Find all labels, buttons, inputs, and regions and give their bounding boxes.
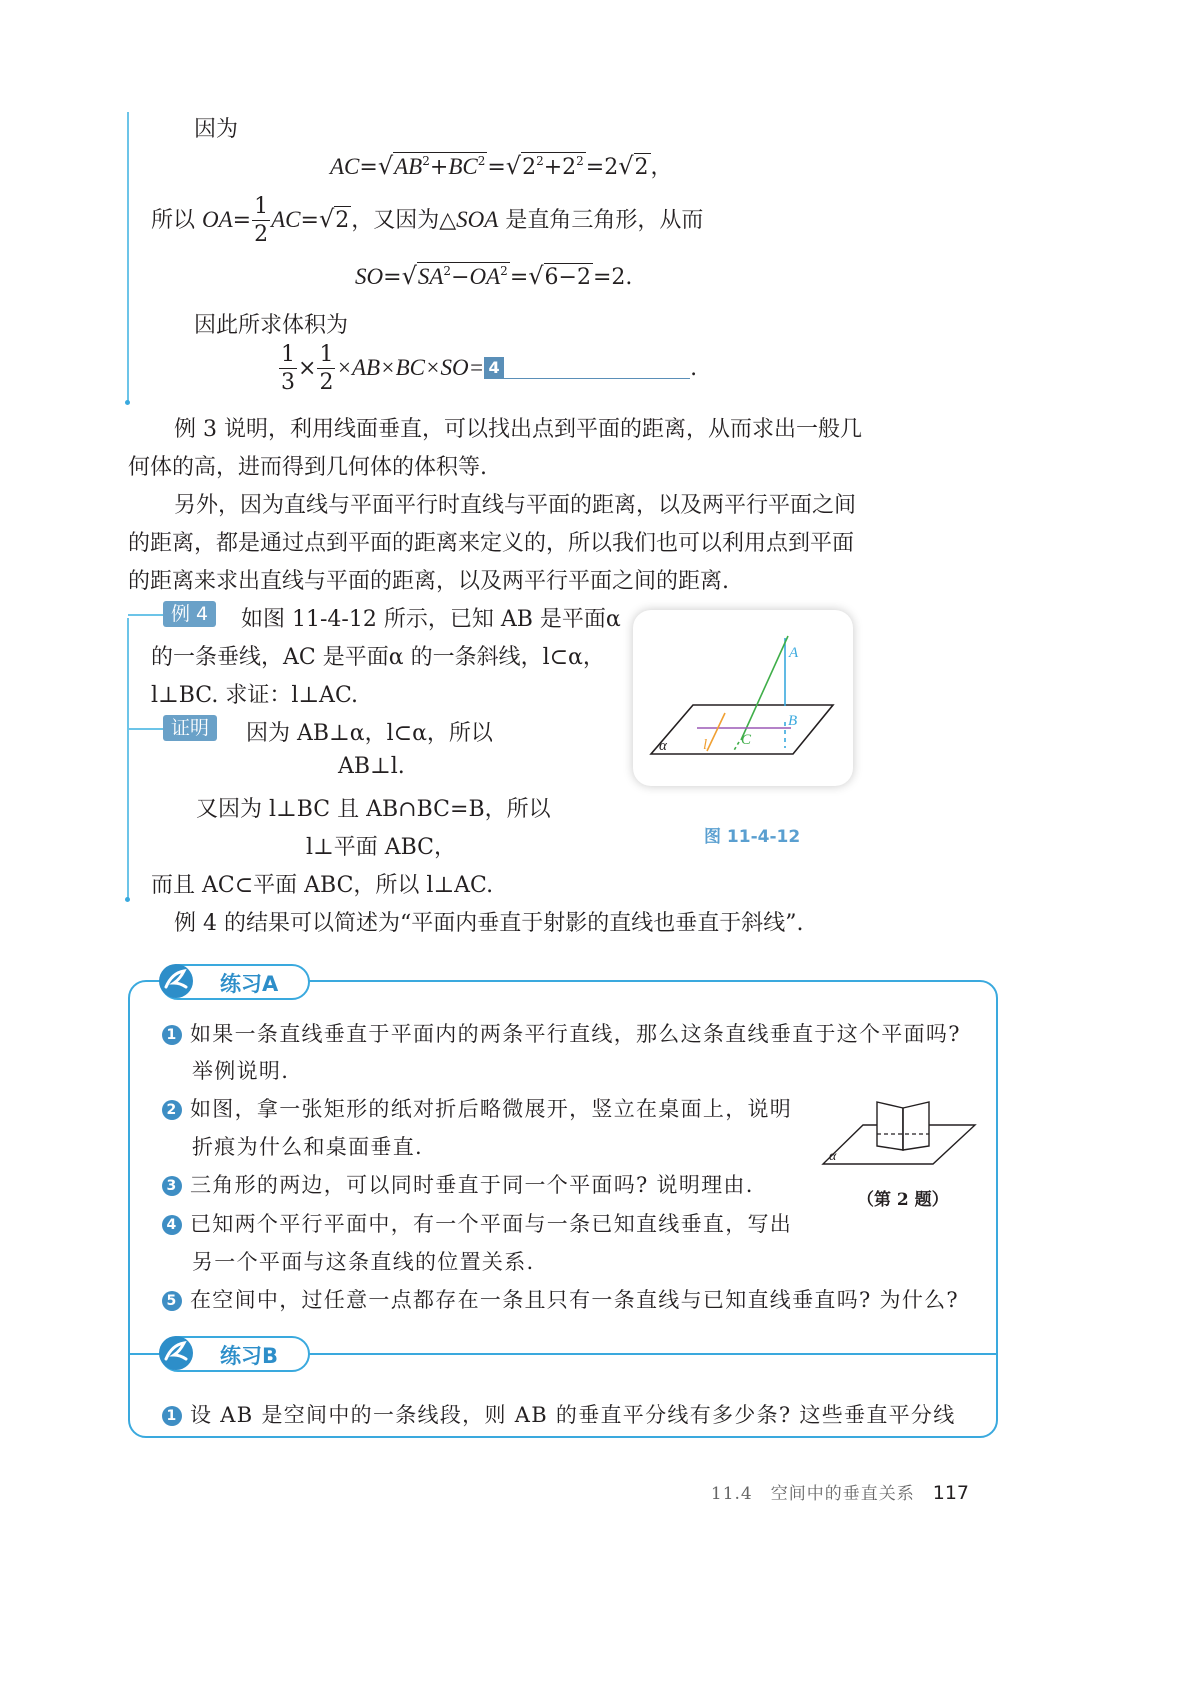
practice-a-item2-line2: 折痕为什么和桌面垂直. (192, 1135, 423, 1159)
solution-side-bar (127, 112, 129, 402)
line-AC (741, 636, 788, 740)
practice-a-item4-line2: 另一个平面与这条直线的位置关系. (192, 1250, 535, 1274)
practice-a-item2-line1: 2 如图，拿一张矩形的纸对折后略微展开，竖立在桌面上，说明 (162, 1093, 792, 1123)
paper-right (903, 1102, 929, 1150)
figure-caption: 图 11-4-12 (704, 827, 801, 847)
example4-line3: l⊥BC. 求证：l⊥AC. (151, 683, 358, 708)
label-alpha: α (659, 738, 667, 754)
ac-equation: $AC=√AB^2+BC^2=√2^2+2^2=2√2$， (330, 152, 673, 180)
para2-line1: 另外，因为直线与平面平行时直线与平面的距离，以及两平行平面之间 (174, 493, 857, 518)
practice-a-item1-line2: 举例说明. (192, 1059, 290, 1083)
line-AC-hidden (733, 742, 739, 752)
para1-line2: 何体的高，进而得到几何体的体积等. (128, 455, 487, 480)
folded-paper-figure (815, 1092, 985, 1172)
practice-a-item1-line1: 1 如果一条直线垂直于平面内的两条平行直线，那么这条直线垂直于这个平面吗? (162, 1018, 961, 1048)
example4-tag: 例 4 (163, 601, 216, 627)
practice-b-icon (156, 1333, 196, 1373)
label-l: l (703, 737, 708, 753)
volume-equation: $\frac{1}{3}$ × $\frac{1}{2}$ ×AB×BC×SO= 4 . (281, 342, 698, 395)
practice-a-header: 练习A (160, 964, 310, 1000)
para2-line2: 的距离，都是通过点到平面的距离来定义的，所以我们也可以利用点到平面 (128, 531, 855, 556)
proof-tag-connector (128, 728, 164, 730)
example4-line1: 如图 11-4-12 所示，已知 AB 是平面α (241, 607, 621, 632)
practice-a-item5-line1: 5 在空间中，过任意一点都存在一条且只有一条直线与已知直线垂直吗? 为什么? (162, 1284, 959, 1314)
practice-a-item4-line1: 4 已知两个平行平面中，有一个平面与一条已知直线垂直，写出 (162, 1208, 792, 1238)
blank-number-badge: 4 (484, 357, 504, 379)
practice-a-icon (156, 961, 196, 1001)
page-number: 117 (932, 1482, 969, 1504)
example4-line2: 的一条垂线，AC 是平面α 的一条斜线，l⊂α， (151, 645, 605, 670)
practice-a-item3-line1: 3 三角形的两边，可以同时垂直于同一个平面吗? 说明理由. (162, 1169, 754, 1199)
line-l (707, 713, 725, 751)
folded-paper-caption: （第 2 题） (857, 1190, 949, 1210)
perpendicular-figure (633, 610, 853, 786)
solution-side-bar-end (125, 400, 130, 405)
conclusion-line: 例 4 的结果可以简述为“平面内垂直于射影的直线也垂直于斜线”. (174, 911, 804, 936)
footer-section: 11.4 空间中的垂直关系 (710, 1484, 915, 1504)
example4-tag-connector (128, 614, 164, 616)
example-side-bar-end (125, 897, 130, 902)
practice-b-item1-line1: 1 设 AB 是空间中的一条线段，则 AB 的垂直平分线有多少条? 这些垂直平分线 (162, 1399, 956, 1429)
para2-line3: 的距离来求出直线与平面的距离，以及两平行平面之间的距离. (128, 569, 729, 594)
page-footer (711, 1479, 969, 1504)
proof-line1: 因为 AB⊥α，l⊂α，所以 (246, 721, 493, 746)
proof-line4: l⊥平面 ABC， (306, 835, 457, 860)
volume-label: 因此所求体积为 (194, 313, 349, 338)
proof-line5: 而且 AC⊂平面 ABC，所以 l⊥AC. (151, 873, 494, 898)
oa-line: 所以 OA= $\frac{1}{2}$ AC=√2，又因为△SOA 是直角三角形，从而 (151, 194, 704, 247)
so-equation: $SO=√SA^2-OA^2=√6-2=2$. (355, 262, 633, 290)
figure-card (633, 610, 853, 786)
proof-line2: AB⊥l. (338, 754, 405, 779)
proof-line3: 又因为 l⊥BC 且 AB∩BC=B，所以 (196, 797, 551, 822)
para1-line1: 例 3 说明，利用线面垂直，可以找出点到平面的距离，从而求出一般几 (174, 417, 862, 442)
because-label: 因为 (194, 117, 239, 142)
example-side-bar (127, 618, 129, 900)
label-C: C (741, 732, 752, 748)
desk-alpha-label: α (829, 1149, 837, 1164)
practice-b-header: 练习B (160, 1336, 310, 1372)
paper-left (877, 1102, 903, 1150)
answer-blank[interactable] (504, 360, 690, 379)
proof-tag: 证明 (163, 715, 217, 741)
label-A: A (789, 645, 799, 661)
label-B: B (788, 713, 798, 729)
